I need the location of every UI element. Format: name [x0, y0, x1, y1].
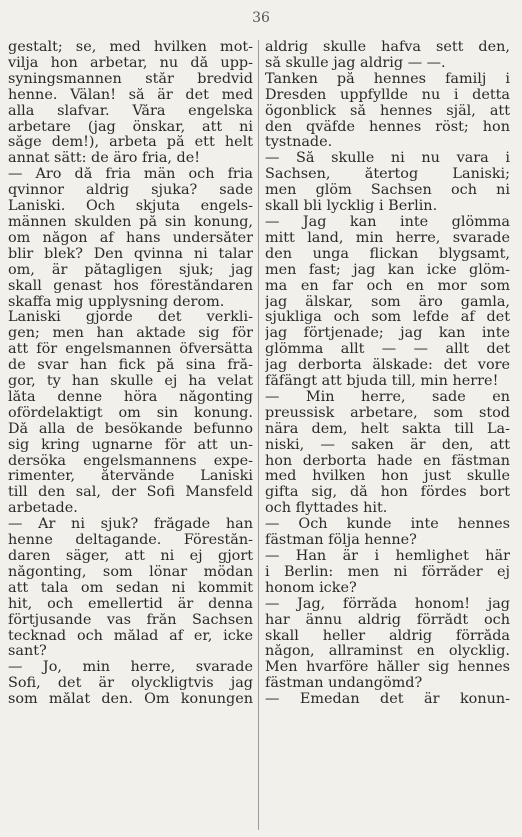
text-line: — Jag, förråda honom! jag [265, 596, 510, 612]
text-line: gor, ty han skulle ej ha velat [8, 374, 253, 390]
text-line: Tanken på hennes familj i [265, 71, 510, 87]
text-line: rimenter, återvände Laniski [8, 469, 253, 485]
text-line: aldrig skulle hafva sett den, [265, 40, 510, 55]
text-line: skall heller aldrig förråda [265, 628, 510, 644]
text-line: skall bli lycklig i Berlin. [265, 199, 438, 215]
text-line: vilja hon arbetar, nu då upp- [8, 55, 253, 71]
text-line: annat sätt: de äro fria, de! [8, 151, 201, 167]
text-line: skaffa mig upplysning derom. [8, 294, 225, 310]
text-line: och flyttades hit. [265, 501, 388, 517]
text-line: gen; men han aktade sig för [8, 326, 253, 342]
text-line: henne. Välan! så är det med [8, 87, 253, 103]
text-line: — Äro då fria män och fria [8, 167, 253, 183]
text-line: Men hvarföre håller sig hennes [265, 660, 510, 676]
text-line: såge dem!), arbeta på ett helt [8, 135, 253, 151]
text-line: till den sal, der Sofi Mansfeld [8, 485, 253, 501]
text-line: glömma allt — — allt det [265, 342, 510, 358]
text-line: mitt land, min herre, svarade [265, 230, 510, 246]
text-line: — Så skulle ni nu vara i [265, 151, 510, 167]
text-line: gifta sig, då hon fördes bort [265, 485, 510, 501]
text-line: gestalt; se, med hvilken mot- [8, 40, 253, 55]
text-line: jag älskar, som äro gamla, [265, 294, 510, 310]
text-line: fästman följa henne? [265, 533, 417, 549]
text-line: — Emedan det är konun- [265, 692, 510, 708]
text-line: arbetare (jag önskar, att ni [8, 119, 253, 135]
text-line: om, är påtagligen sjuk; jag [8, 262, 253, 278]
text-line: preussisk arbetare, som stod [265, 405, 510, 421]
text-line: om någon af hans undersåter [8, 230, 253, 246]
text-line: nära dem, helt sakta till La- [265, 421, 510, 437]
text-line: tystnade. [265, 135, 333, 151]
text-line: med hvilken hon just skulle [265, 469, 510, 485]
text-line: någon, allraminst en olycklig. [265, 644, 510, 660]
text-line: den qväfde hennes röst; hon [265, 119, 510, 135]
text-line: daren säger, att ni ej gjort [8, 549, 253, 564]
text-line: Dresden uppfyllde nu i detta [265, 87, 510, 103]
text-line: tecknad och målad af er, icke [8, 628, 253, 644]
text-line: henne deltagande. Förestån- [8, 533, 253, 549]
text-line: ma en far och en mor som [265, 278, 510, 294]
text-line: Laniski. Och skjuta engels- [8, 199, 253, 215]
text-line: Då alla de besökande befunno [8, 421, 253, 437]
text-line: jag derborta älskade: det vore [265, 358, 510, 374]
text-line: sig kring ugnarne för att un- [8, 437, 253, 453]
text-line: blir blek? Den qvinna ni talar [8, 246, 253, 262]
text-line: skall genast hos föreståndaren [8, 278, 253, 294]
text-line: låta denne höra någonting [8, 389, 253, 405]
page-number: 36 [252, 10, 270, 26]
left-column [8, 40, 253, 708]
text-line: alla slafvar. Våra engelska [8, 103, 253, 119]
text-line: de svar han fick på sina frå- [8, 358, 253, 374]
text-line: dersöka engelsmannens expe- [8, 453, 253, 469]
text-line: förtjusande vas från Sachsen [8, 612, 253, 628]
text-line: qvinnor aldrig sjuka? sade [8, 183, 253, 199]
text-line: — Jo, min herre, svarade [8, 660, 253, 676]
text-line: så skulle jag aldrig — —. [265, 55, 446, 71]
text-line: — Och kunde inte hennes [265, 517, 510, 533]
text-line: fästman undangömd? [265, 676, 423, 692]
text-line: Sofi, det är olyckligtvis jag [8, 676, 253, 692]
text-line: i Berlin: men ni förråder ej [265, 564, 510, 580]
text-line: har ännu aldrig förrådt och [265, 612, 510, 628]
text-line: hit, och emellertid är denna [8, 596, 253, 612]
text-line: — Han är i hemlighet här [265, 549, 510, 564]
text-line: hon derborta hade en fästman [265, 453, 510, 469]
text-line: någonting, som lönar mödan [8, 564, 253, 580]
column-divider [258, 40, 259, 830]
text-line: sjukliga och som lefde af det [265, 310, 510, 326]
text-line: jag förtjenade; jag kan inte [265, 326, 510, 342]
text-line: att för engelsmannen öfversätta [8, 342, 253, 358]
text-line: att tala om sedan ni kommit [8, 580, 253, 596]
text-line: ofördelaktigt om sin konung. [8, 405, 253, 421]
right-column [265, 40, 510, 708]
text-line: fåfängt att bjuda till, min herre! [265, 374, 499, 390]
text-line: — Är ni sjuk? frågade han [8, 517, 253, 533]
text-line: Laniski gjorde det verkli- [8, 310, 253, 326]
text-line: den unga flickan blygsamt, [265, 246, 510, 262]
text-line: syningsmannen står bredvid [8, 71, 253, 87]
text-line: Sachsen, återtog Laniski; [265, 167, 510, 183]
text-line: ögonblick så hennes själ, att [265, 103, 510, 119]
text-line: männen skulden på sin konung, [8, 214, 253, 230]
text-line: sant? [8, 644, 47, 660]
text-line: som målat den. Om konungen [8, 692, 253, 708]
text-line: men fast; jag kan icke glöm- [265, 262, 510, 278]
text-line: — Min herre, sade en [265, 389, 510, 405]
text-line: arbetade. [8, 501, 78, 517]
text-line: niski, — saken är den, att [265, 437, 510, 453]
text-line: men glöm Sachsen och ni [265, 183, 510, 199]
text-line: honom icke? [265, 580, 357, 596]
text-line: — Jag kan inte glömma [265, 214, 510, 230]
